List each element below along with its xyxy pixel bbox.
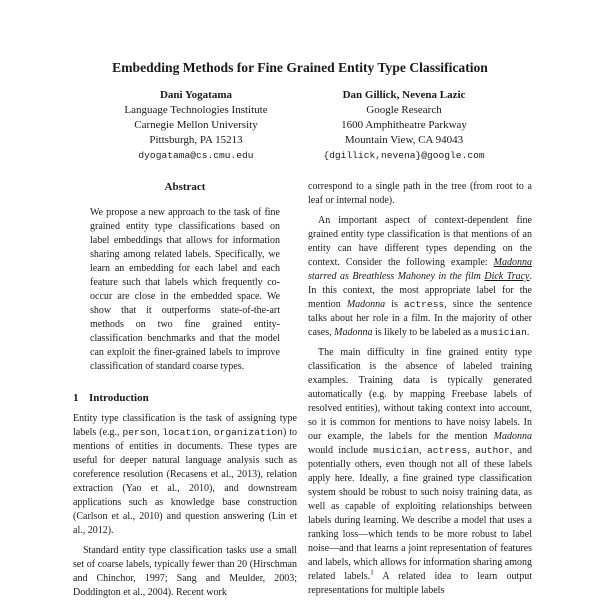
difficulty-paragraph: The main difficulty in fine grained entity type classification is the absence of labeled training examples. Training data is typically generated automatically (e.g. by mapping Freebase labels of resolved entities), without taking context into account, so it is common for mentions to have noisy labels. In our example, the labels for the mention Madonna would include musician, actress, author, and potentially others, even though not all of these labels apply here. Ideally, a fine grained type classification system should be robust to such noisy training data, as well as capable of exploiting relationships between labels during learning. We describe a model that uses a ranking loss—which tends to be more robust to label noise—and that learns a joint representation of features and labels, which allows for information sharing among related labels.$^1$ A related idea to learn output representations for multiple labels bbox=[308, 347, 533, 596]
continuation-paragraph: correspond to a single path in the tree (from root to a leaf or internal node). bbox=[308, 181, 532, 206]
left-column bbox=[73, 180, 297, 600]
section-number: 1 bbox=[73, 392, 79, 404]
author-affiliation-line: Language Technologies Institute bbox=[124, 104, 268, 116]
section-heading-introduction bbox=[73, 391, 297, 405]
example-entity: Dick Tracy bbox=[484, 271, 530, 282]
type-label: musician bbox=[480, 327, 527, 338]
author-affiliation-line: 1600 Amphitheatre Parkway bbox=[341, 119, 467, 131]
intro-paragraph-2: Standard entity type classification tasks use a small set of coarse labels, typically fewer than 20 (Hirschman and Chinchor, 1997; Sang and Meulder, 2003; Doddington et al., 2004). Recent work bbox=[73, 545, 297, 598]
paper-title: Embedding Methods for Fine Grained Entity Type Classification bbox=[112, 60, 488, 75]
type-label: organization bbox=[213, 427, 283, 438]
type-label: actress bbox=[427, 445, 468, 456]
intro-paragraph-1: Entity type classification is the task of assigning type labels (e.g., person, location, organization) to mentions of entities in documents. These types are useful for deeper natural language analysis such as coreference resolution (Recasens et al., 2013), relation extraction (Yao et al., 2010), and downstream applications such as knowledge base construction (Carlson et al., 2010) and question answering (Lin et al., 2012). bbox=[73, 413, 298, 536]
author-affiliation-line: Google Research bbox=[366, 104, 442, 116]
author-affiliation-line: Pittsburgh, PA 15213 bbox=[149, 134, 243, 146]
type-label: person bbox=[122, 427, 157, 438]
author-name: Dani Yogatama bbox=[159, 89, 232, 101]
author-block-2 bbox=[296, 88, 512, 163]
right-column bbox=[308, 180, 532, 598]
type-label: actress bbox=[403, 299, 445, 310]
example-entity: Madonna bbox=[493, 257, 532, 268]
author-block-1 bbox=[96, 88, 296, 163]
footnote-marker[interactable]: 1 bbox=[370, 568, 374, 577]
author-affiliation-line: Carnegie Mellon University bbox=[134, 119, 258, 131]
author-email: dyogatama@cs.cmu.edu bbox=[138, 150, 254, 161]
author-email: {dgillick,nevena}@google.com bbox=[323, 150, 485, 161]
abstract-text: We propose a new approach to the task of fine grained entity type classifications based on label embeddings that allows for information sharing among related labels. Specifically, we learn an embedding for each label and each feature such that labels which frequently co-occur are close in the embedded space. We show that it outperforms state-of-the-art methods on two fine grained entity-classification benchmarks and that the model can exploit the finer-grained labels to improve classification of standard coarse types. bbox=[90, 207, 280, 372]
example-paragraph: An important aspect of context-dependent fine grained entity type classification is that mentions of an entity can have different types depending on the context. Consider the following example: Madonna starred as Breathless Mahoney in the film Dick Tracy. In this context, the most appropriate label for the mention Madonna is actress, since the sentence talks about her role in a film. In the majority of other cases, Madonna is likely to be labeled as a musician. bbox=[308, 215, 533, 338]
type-label: musician bbox=[373, 445, 420, 456]
section-title: Introduction bbox=[89, 392, 149, 404]
type-label: author bbox=[475, 445, 510, 456]
type-label: location bbox=[162, 427, 209, 438]
abstract-heading: Abstract bbox=[164, 181, 206, 193]
author-affiliation-line: Mountain View, CA 94043 bbox=[344, 134, 464, 146]
author-name: Dan Gillick, Nevena Lazic bbox=[342, 89, 466, 101]
